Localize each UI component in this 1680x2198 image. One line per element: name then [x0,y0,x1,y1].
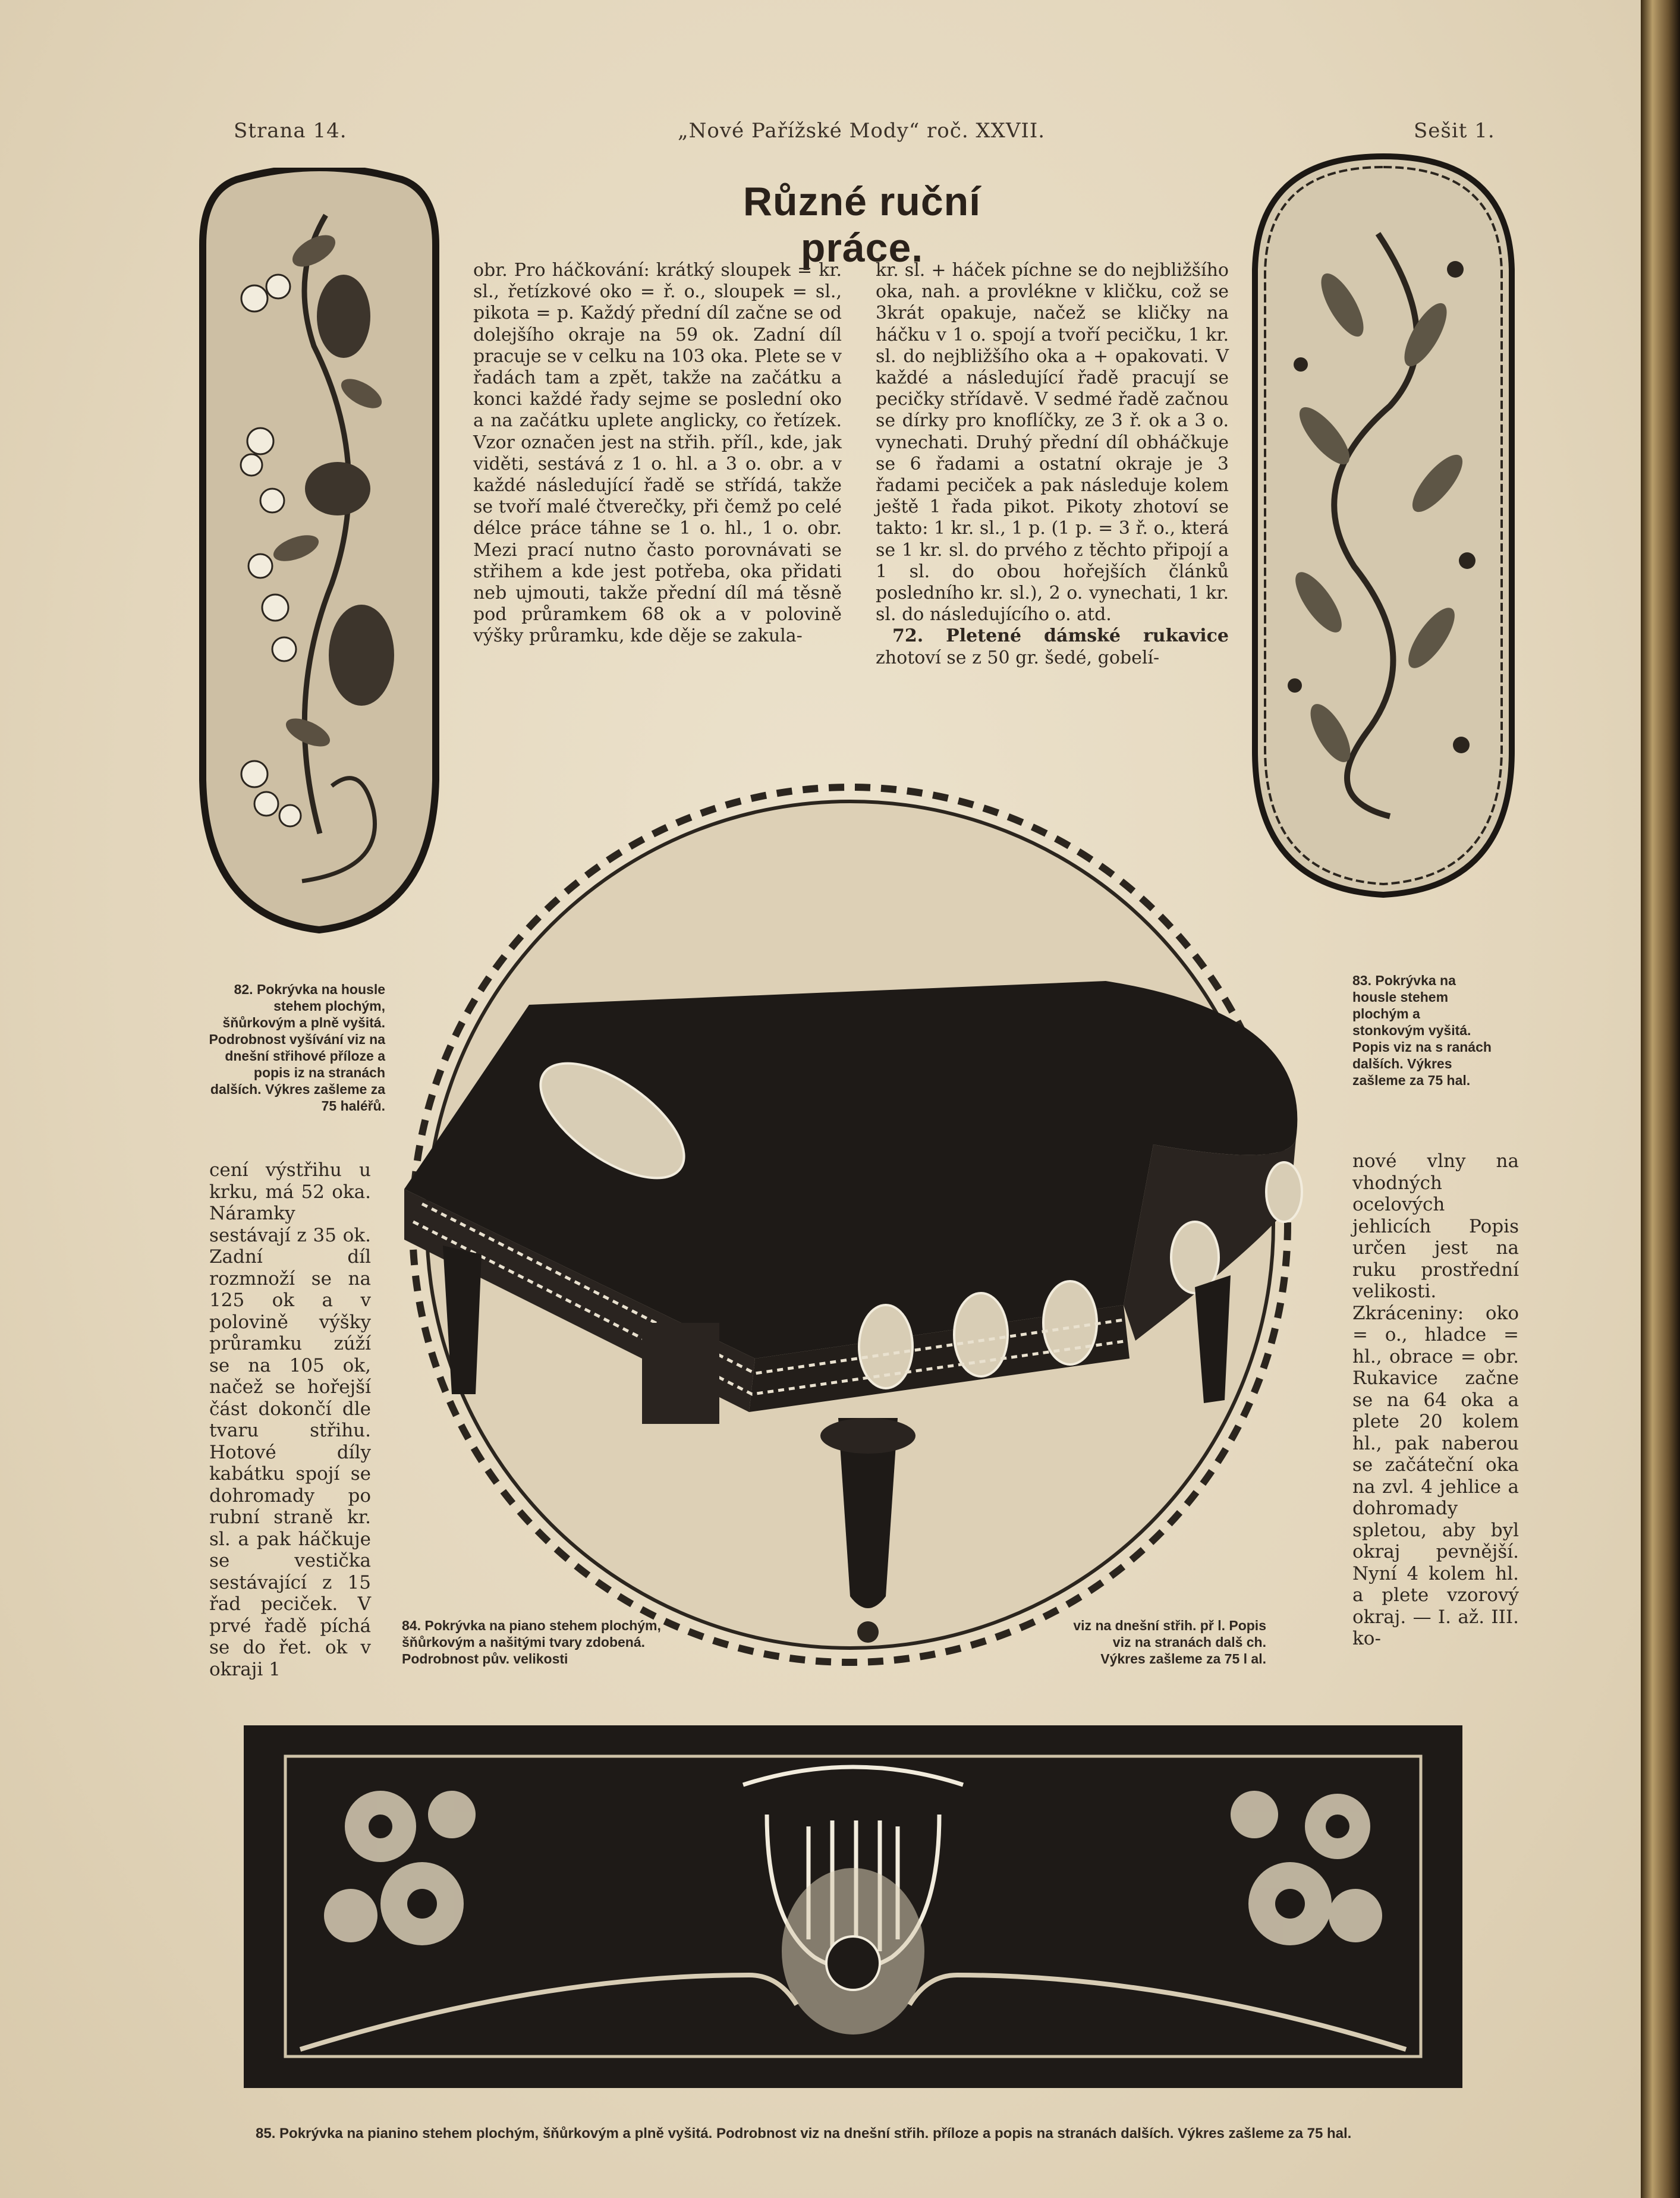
grand-piano-cover-icon [386,752,1314,1686]
article-left-bottom [209,1159,371,1680]
magazine-title: „Nové Pařížské Mody“ roč. XXVII. [678,119,1046,143]
issue-number: Sešit 1. [1414,119,1495,143]
article-column-2-text: kr. sl. + háček píchne se do nejbližšího oka, nah. a provlékne v kličku, což se 3krát opakuje, načež se kličky na háčku v 1 o. spojí a tvoří pecičku, 1 kr. sl. do nejbližšího oka a + opakovati. V každé a následující řadě pracují se pecičky střídavě. V sedmé řadě začnou se dírky pro knoflíčky, ze 3 ř. ok a 3 o. vynechati. Druhý přední díl obháčkuje se 6 řadami a ostatní okraje je 3 řadami peciček a pak následuje kolem ještě 1 řada pikot. Pikoty zhotoví se takto: 1 kr. sl., 1 p. (1 p. = 3 ř. o., která se 1 kr. sl. do prvého z těchto připojí a 1 sl. do obou hořejších článků posledního kr. sl.), 2 o. vynechati, 1 kr. sl. do následujícího o. atd. [876,260,1229,625]
caption-fig-82: 82. Pokrývka na housle stehem plochým, šňůrkovým a plně vyšitá. Podrobnost vyšívání viz na dnešní střihové příloze a popis iz na stranách dalších. Výkres zašleme za 75 haléřů. [209,982,385,1114]
article-left-bottom-text: cení výstřihu u krku, má 52 oka. Náramky sestávají z 35 ok. Zadní díl rozmnoží se na 125 ok a v polovině výšky průramku zúží se na 105 ok, načež se hořejší část dokončí dle tvaru střihu. Hotové díly kabátku spojí se dohromady po rubní straně kr. sl. a pak háčkuje se vestička sestávající z 15 řad peciček. V prvé řadě píchá se do řet. ok v okraji 1 [209,1159,371,1680]
caption-fig-84-right: viz na dnešní střih. př l. Popis viz na stranách dalš ch. Výkres zašleme za 75 l al. [1073,1618,1266,1666]
section-heading-72: 72. Pletené dámské rukavice [892,625,1229,647]
page-title: Různé ruční práce. [743,179,981,271]
pianino-cover-lyre-icon [244,1725,1462,2088]
article-column-2-continuation: zhotoví se z 50 gr. šedé, gobelí- [876,647,1160,668]
article-column-1-text: obr. Pro háčkování: krátký sloupek = kr. sl., řetízkové oko = ř. o., sloupek = sl., pikota = p. Každý přední díl začne se od dolejšího okraje na 59 ok. Zadní díl pracuje se v celku na 103 oka. Plete se v řadách tam a zpět, takže na začátku a konci každé řady sejme se poslední oko a na začátku uplete anglicky, co řetízek. Vzor označen jest na střih. příl., kde, jak viděti, sestává z 1 o. hl. a 3 o. obr. a v každé následující řadě se střídá, takže se tvoří malé čtverečky, při čemž po celé délce práce táhne se 1 o. hl., 1 o. obr. Mezi prací nutno často porovnávati se střihem a kde jest potřeba, oka přidati neb ujmouti, takže přední díl má těsně pod průramkem 68 ok a v polovině výšky průramku, kde děje se zakula- [473,260,842,647]
caption-fig-83: 83. Pokrývka na housle stehem plochým a stonkovým vyšitá. Popis viz na s ranách dalších. Výkres zašleme za 75 hal. [1352,973,1492,1088]
article-right-bottom [1352,1150,1519,1650]
page-number: Strana 14. [234,119,347,143]
caption-fig-84-left: 84. Pokrývka na piano stehem plochým, šňůrkovým a našitými tvary zdobená. Podrobnost pův. velikosti [402,1618,661,1666]
article-column-2 [876,260,1229,669]
caption-fig-85: 85. Pokrývka na pianino stehem plochým, šňůrkovým a plně vyšitá. Podrobnost viz na dnešní střih. příloze a popis na stranách dalších. Výkres zašleme za 75 hal. [256,2125,1352,2142]
article-right-bottom-text: nové vlny na vhodných ocelových jehlicích Popis určen jest na ruku prostřední velikosti. Zkráceniny: oko = o., hladce = hl., obrace = obr. Rukavice začne se na 64 oka a plete 20 kolem hl., pak naberou se začáteční oka na zvl. 4 jehlice a dohromady spletou, aby byl okraj pevnější. Nyní 4 kolem hl. a plete vzorový okraj. — I. až. III. ko- [1352,1150,1519,1649]
binding-edge [1641,0,1680,2198]
article-column-1 [473,260,842,647]
